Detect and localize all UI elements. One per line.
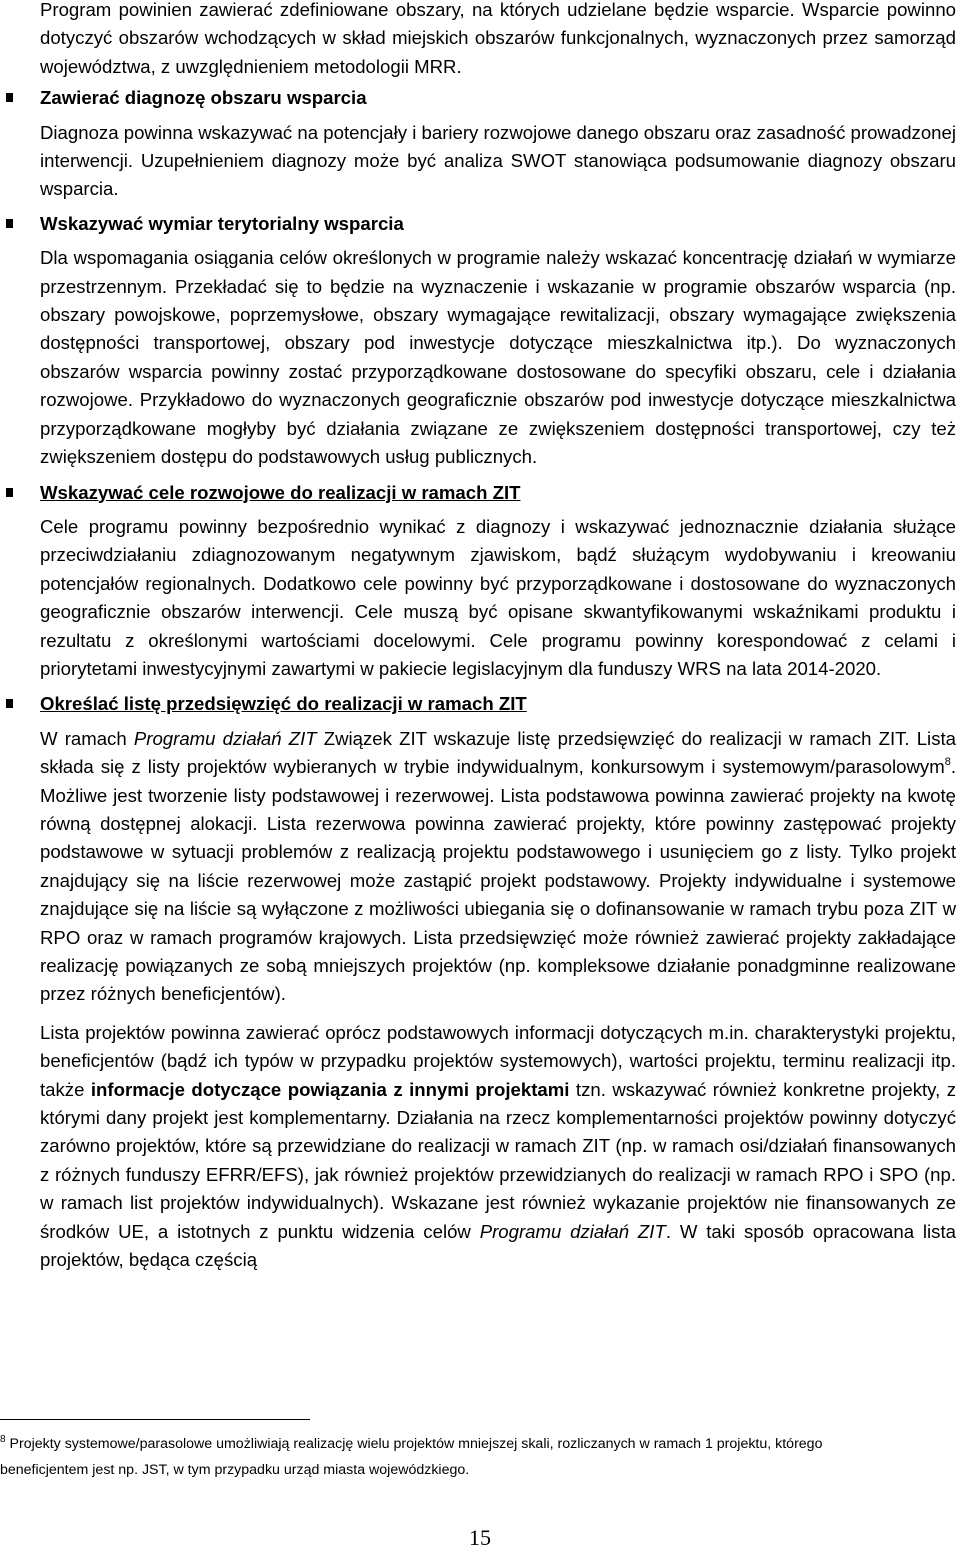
footnote-text: Projekty systemowe/parasolowe umożliwiają realizację wielu projektów mniejszej skali, rozliczanych w ramach 1 projektu, którego beneficjentem jest np. JST, w tym przypadku urząd miasta wojewódzkiego.	[0, 1436, 823, 1478]
section-body-diagnosis: Diagnoza powinna wskazywać na potencjały i bariery rozwojowe danego obszaru oraz zasadność prowadzonej interwencji. Uzupełnieniem diagnozy może być analiza SWOT stanowiąca podsumowanie diagnozy obszaru wsparcia.	[40, 121, 956, 200]
footnote	[0, 1431, 900, 1483]
footnote-separator	[0, 1419, 310, 1420]
body-text: Związek ZIT wskazuje listę przedsięwzięć do realizacji w ramach ZIT. Lista składa się z listy projektów wybieranych w trybie indywidualnym, konkursowym i systemowym/parasolowym	[40, 727, 956, 778]
program-title-italic: Programu działań ZIT	[133, 727, 317, 749]
square-bullet-icon	[6, 93, 13, 102]
body-text: Lista projektów powinna zawierać oprócz podstawowych informacji dotyczących m.in. charakterystyki projektu, beneficjentów (bądź ich typów w przypadku projektów systemowych), wartości projektu, terminu realizacji itp. także	[40, 1021, 956, 1100]
intro-line-2: Wsparcie powinno dotyczyć obszarów wchodzących w skład miejskich obszarów funkcjonalnych, wyznaczonych przez samorząd województwa, z uwzględnieniem metodologii MRR.	[40, 0, 956, 77]
intro-line-1: Program powinien zawierać zdefiniowane obszary, na których udzielane będzie wsparcie.	[40, 0, 795, 20]
footnote-reference[interactable]: 8	[944, 756, 951, 769]
section-body-goals: Cele programu powinny bezpośrednio wynikać z diagnozy i wskazywać jednoznacznie działania służące przeciwdziałaniu zdiagnozowanym negatywnym zjawiskom, bądź służącym wydobywaniu i kreowaniu potencjałów regionalnych. Dodatkowo cele powinny być przyporządkowane i dostosowane do wyznaczonych geograficznie obszarów interwencji. Cele muszą być opisane skwantyfikowanymi wskaźnikami produktu i rezultatu z określonymi wartościami docelowymi. Cele programu powinny korespondować z celami i priorytetami inwestycyjnymi zawartymi w pakiecie legislacyjnym dla funduszy WRS na lata 2014-2020.	[40, 515, 956, 679]
square-bullet-icon	[6, 219, 13, 228]
square-bullet-icon	[6, 488, 13, 497]
section-body-territorial: Dla wspomagania osiągania celów określonych w programie należy wskazać koncentrację działań w wymiarze przestrzennym. Przekładać się to będzie na wyznaczenie i wskazanie w programie obszarów wsparcia (np. obszary powojskowe, poprzemysłowe, obszary wymagające rewitalizacji, obszary wymagające zwiększenia dostępności transportowej, obszary pod inwestycje dotyczące mieszkalnictwa itp.). Do wyznaczonych obszarów wsparcia powinny zostać przyporządkowane dostosowane do specyfiki obszaru, cele i działania rozwojowe. Przykładowo do wyznaczonych geograficznie obszarów pod inwestycje dotyczące mieszkalnictwa przyporządkowane mogłyby być działania związane ze zwiększeniem dostępności transportowej, czy też zwiększeniem dostępu do podstawowych usług publicznych.	[40, 247, 956, 468]
section-heading-diagnosis	[40, 84, 956, 112]
section-heading-text: Wskazywać wymiar terytorialny wsparcia	[40, 212, 404, 234]
section-heading-text: Zawierać diagnozę obszaru wsparcia	[40, 87, 367, 109]
body-text: tzn. wskazywać również konkretne projekty, z którymi dany projekt jest komplementarny. Działania na rzecz komplementarności projektów powinny dotyczyć zarówno projektów, które są przewidziane do realizacji w ramach ZIT (np. w ramach osi/działań finansowanych z różnych funduszy EFRR/EFS), jak również projektów przewidzianych do realizacji w ramach RPO i SPO (np. w ramach list projektów indywidualnych). Wskazane jest również wykazanie projektów nie finansowanych ze środków UE, a istotnych z punktu widzenia celów	[40, 1078, 957, 1242]
main-content	[40, 0, 956, 1274]
footnote-number: 8	[0, 1434, 6, 1445]
body-text: . W taki sposób opracowana lista projektów, będąca częścią	[40, 1220, 956, 1271]
intro-paragraph	[40, 0, 956, 81]
section-heading-projects	[40, 690, 956, 718]
square-bullet-icon	[6, 699, 13, 708]
section-heading-goals	[40, 479, 956, 507]
body-text: W ramach	[40, 727, 134, 749]
section-body-projects-list	[40, 1019, 956, 1275]
section-heading-text: Określać listę przedsięwzięć do realizacji w ramach ZIT	[40, 693, 527, 715]
bold-emphasis: informacje dotyczące powiązania z innymi projektami	[90, 1078, 570, 1100]
section-heading-territorial	[40, 210, 956, 238]
page-number: 15	[469, 1525, 491, 1550]
program-title-italic: Programu działań ZIT	[479, 1220, 666, 1242]
section-body-projects	[40, 725, 956, 1009]
body-text: . Możliwe jest tworzenie listy podstawowej i rezerwowej. Lista podstawowa powinna zawierać projekty na kwotę równą dostępnej alokacji. Lista rezerwowa powinna zawierać projekty, które powinny zastępować projekty podstawowe w sytuacji problemów z realizacją projektu podstawowego i usunięciem go z listy. Tylko projekt znajdujący się na liście rezerwowej może zastąpić projekt podstawowy. Projekty indywidualne i systemowe znajdujące się na liście są wyłączone z możliwości ubiegania się o dofinansowanie w ramach trybu poza ZIT w RPO oraz w ramach programów krajowych. Lista przedsięwzięć może również zawierać projekty zakładające realizację powiązanych ze sobą mniejszych projektów (np. kompleksowe działanie ponadgminne realizowane przez różnych beneficjentów).	[40, 756, 956, 1005]
section-heading-text: Wskazywać cele rozwojowe do realizacji w ramach ZIT	[40, 481, 521, 503]
